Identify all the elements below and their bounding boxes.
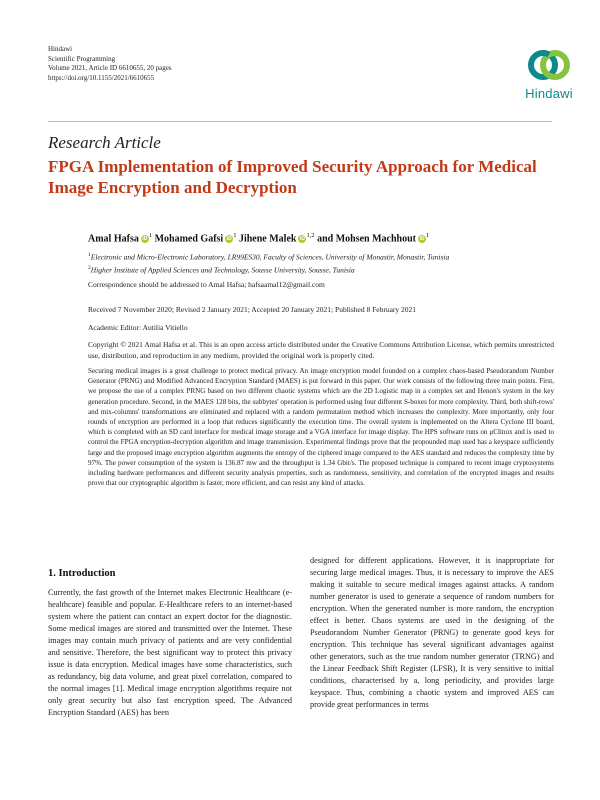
affiliation-text: Higher Institute of Applied Sciences and Technology, Sousse University, Sousse, Tunisia	[90, 265, 355, 274]
author-name[interactable]: Mohamed Gafsi	[154, 233, 224, 245]
article-type: Research Article	[48, 133, 161, 152]
section-heading: 1. Introduction	[48, 568, 116, 579]
copyright-notice: Copyright © 2021 Amal Hafsa et al. This is an open access article distributed under the Creative Commons Attribution License, which permits unrestricted use, distribution, and reproduction in any medium, provided the original work is properly cited.	[88, 340, 554, 360]
body-column-left: Currently, the fast growth of the Internet makes Electronic Healthcare (e-healthcare) feasible and popular. E-Healthcare refers to an internet-based system where the patient can contact an expert doctor for the diagnostic. Some medical images are stored and transmitted over the Internet. These images may contain much privacy of patients and are very confidential and sensitive. Therefore, the best significant way to protect this privacy issue is data encryption. Medical images have some characteristics, such as redundancy, big data volume, and great pixel correlation, compared to the normal images [1]. Medical image encryption algorithms require not only great security but also fast encryption speed. The Advanced Encryption Standard (AES) has been	[48, 588, 292, 717]
author-name[interactable]: Amal Hafsa	[88, 233, 139, 245]
academic-editor: Academic Editor: Autilia Vitiello	[88, 323, 188, 332]
orcid-icon[interactable]: iD	[226, 236, 232, 243]
affiliation-item	[88, 263, 449, 276]
journal-name: Scientific Programming	[48, 54, 116, 63]
logo-wordmark: Hindawi	[525, 86, 573, 101]
hindawi-logo-icon	[527, 46, 571, 84]
affiliation-text: Electronic and Micro-Electronic Laboratory, LR99ES30, Faculty of Sciences, University of Monastir, Monastir, Tunisia	[90, 252, 450, 262]
author-affiliation-ref: 1	[233, 232, 237, 239]
article-title: FPGA Implementation of Improved Security Approach for Medical Image Encryption and Decryption	[48, 157, 537, 197]
header-divider	[48, 121, 552, 122]
journal-doi-link[interactable]: https://doi.org/10.1155/2021/6610655	[48, 73, 155, 82]
affiliation-item	[88, 250, 449, 263]
author-name[interactable]: Mohsen Machhout	[335, 233, 416, 245]
abstract: Securing medical images is a great challenge to protect medical privacy. An image encryption model founded on a complex chaos-based Pseudorandom Number Generator (PRNG) and Modified Advanced Encryption Standard (MAES) is put forward in this paper. Our work consists of the following three main points. First, we propose the use of a complex PRNG based on two different chaotic systems which are the 2D Logistic map in a complex set and Henon's system in the key generation procedure. Second, in the MAES 128 bits, the subbytes' operation is performed using four different S-boxes for more complexity. Third, both shift-rows' and mix-columns' transformations are eliminated and replaced with a random permutation method which increases the complexity. More importantly, only four rounds of encryption are performed in a loop that reduces significantly the execution time. The overall system is implemented on the Altera Cyclone III board, which is completed with an SD card interface for medical image storage and a VGA interface for image display. The HPS software runs on μClinux and is used to control the FPGA encryption-decryption algorithm and image transmission. Experimental findings prove that the propounded map used has a keyspace sufficiently large and the proposed image encryption algorithm augments the entropy of the ciphered image compared to the AES standard and reduces the complexity time by 97%. The power consumption of the system is 136.87 mw and the throughput is 1.34 Gbit/s. The proposed technique is compared to recent image cryptosystems including hardware performances and different security analysis properties, such as randomness, sensitivity, and correlation of the encrypted images and results prove that our cryptographic algorithm is faster, more efficient, and can resist any kind of attacks.	[88, 367, 554, 488]
affiliations	[88, 250, 449, 275]
orcid-icon[interactable]: iD	[142, 236, 148, 243]
body-column-right: designed for different applications. However, it is inappropriate for securing large medical images. Thus, it is necessary to improve the AES making it suitable to secure medical images against attacks. A random number generator is used to generate a sequence of random numbers for encryption. When the generated number is more random, the encryption effect is better. Chaos systems are used in the designing of the Pseudorandom Number Generator (PRNG) to generate good keys for encryption. This technique has several significant advantages against other generators, such as the true random number generator (TRNG) and the Linear Feedback Shift Register (LFSR), It is very sensitive to initial conditions, characterised by a, long periodicity, and provides large keyspace. Thus, combining a chaotic system and improved AES can provide great performances in terms	[310, 556, 554, 709]
hindawi-logo[interactable]	[518, 46, 580, 101]
author-affiliation-ref: 1,2	[306, 232, 315, 239]
author-connector: and	[317, 233, 334, 245]
author-affiliation-ref: 1	[148, 232, 153, 239]
journal-publisher: Hindawi	[48, 45, 73, 53]
orcid-icon[interactable]: iD	[299, 236, 305, 243]
journal-meta	[48, 45, 172, 83]
author-affiliation-ref: 1	[426, 232, 430, 239]
affiliation-number: 1	[88, 252, 91, 258]
correspondence: Correspondence should be addressed to Amal Hafsa; hafsaamal12@gmail.com	[88, 280, 325, 289]
author-name[interactable]: Jihene Malek	[238, 233, 297, 245]
author-list	[88, 232, 429, 244]
affiliation-number: 2	[88, 264, 91, 271]
journal-volume: Volume 2021, Article ID 6610655, 20 pages	[48, 64, 172, 73]
orcid-icon[interactable]: iD	[419, 236, 425, 243]
publication-dates: Received 7 November 2020; Revised 2 January 2021; Accepted 20 January 2021; Published 8 February 2021	[88, 305, 417, 314]
